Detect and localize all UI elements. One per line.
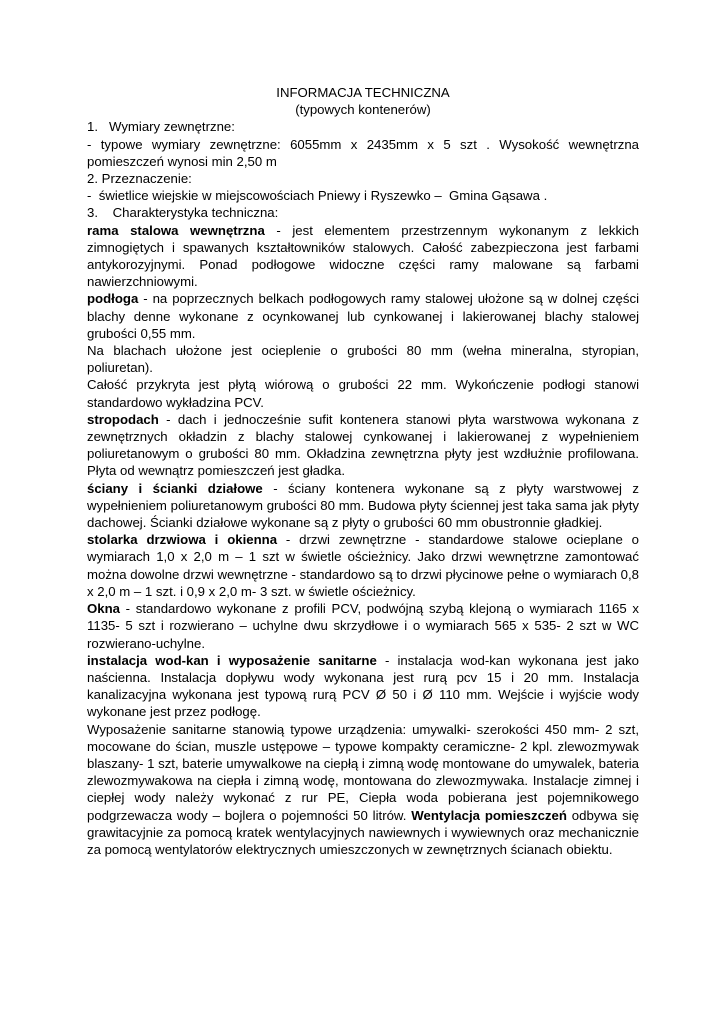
section-1-heading: 1. Wymiary zewnętrzne:: [87, 119, 235, 135]
paragraph-lead: Okna: [87, 601, 120, 617]
paragraph-lead: instalacja wod-kan i wyposażenie sanitarne: [87, 652, 377, 668]
paragraph-podloga: [87, 290, 639, 342]
paragraph-stropodach: [87, 411, 639, 480]
paragraph-text: - ściany kontenera wykonane są z płyty warstwowej z wypełnieniem poliuretanowym grubości 80 mm. Budowa płyty ściennej jest taka sama jak płyty dachowej. Ścianki działowe wykonane są z płyty o grubości 60 mm obustronnie gładkiej.: [87, 480, 639, 531]
document-title: INFORMACJA TECHNICZNA: [276, 85, 450, 100]
section-2-item: - świetlice wiejskie w miejscowościach Pniewy i Ryszewko – Gmina Gąsawa .: [87, 188, 548, 204]
paragraph-text: - jest elementem przestrzennym wykonanym z lekkich zimnogiętych i spawanych kształtowników stalowych. Całość zabezpieczona jest farbami antykorozyjnymi. Ponad podłogowe widoczne części ramy malowane są farbami nawierzchniowymi.: [87, 222, 639, 290]
paragraph-bold-inline: Wentylacja pomieszczeń: [411, 807, 567, 823]
section-1-item: - typowe wymiary zewnętrzne: 6055mm x 2435mm x 5 szt . Wysokość wewnętrzna pomieszczeń wynosi min 2,50 m: [87, 136, 639, 169]
paragraph-ocieplenie: [87, 342, 639, 376]
paragraph-text: Na blachach ułożone jest ocieplenie o grubości 80 mm (wełna mineralna, styropian, poliuretan).: [87, 343, 639, 376]
paragraph-okna: [87, 600, 639, 652]
paragraph-wyposazenie: [87, 721, 639, 859]
paragraph-plyta: [87, 376, 639, 410]
paragraph-text: Wyposażenie sanitarne stanowią typowe urządzenia: umywalki- szerokości 450 mm- 2 szt, mocowane do ścian, muszle ustępowe – typowe kompakty ceramiczne- 2 kpl. zlewozmywak blaszany- 1 szt, baterie umywalkowe na ciepłą i zimną wodę montowane do umywalek, bateria zlewozmywakowa na ciepła i zimną wodę, montowana do zlewozmywaka. Instalacje zimnej i ciepłej wody należy wykonać z rur PE, Ciepła woda pobierana jest pojemnikowego podgrzewacza wody – bojlera o pojemności 50 litrów.: [87, 721, 639, 823]
paragraph-text: - na poprzecznych belkach podłogowych ramy stalowej ułożone są w dolnej części blachy denne wykonane z ocynkowanej lub cynkowanej i lakierowanej blachy stalowej grubości 0,55 mm.: [87, 291, 639, 341]
paragraph-text: - standardowo wykonane z profili PCV, podwójną szybą klejoną o wymiarach 1165 x 1135- 5 szt i rozwierano – uchylne dwu skrzydłowe i o wymiarach 565 x 535- 2 szt w WC rozwierano-uchylne.: [87, 601, 639, 651]
paragraph-sciany: [87, 480, 639, 532]
paragraph-text: odbywa się grawitacyjnie za pomocą kratek wentylacyjnych nawiewnych i wywiewnych oraz mechanicznie za pomocą wentylatorów elektrycznych umieszczonych w zewnętrznych ścianach obiektu.: [87, 807, 639, 857]
paragraph-instalacja: [87, 652, 639, 721]
paragraph-lead: podłoga: [87, 291, 139, 307]
paragraph-stolarka: [87, 531, 639, 600]
paragraph-rama: [87, 222, 639, 291]
paragraph-lead: ściany i ścianki działowe: [87, 480, 263, 496]
document-page: [87, 84, 639, 858]
paragraph-text: Całość przykryta jest płytą wiórową o grubości 22 mm. Wykończenie podłogi stanowi standardowo wykładzina PCV.: [87, 377, 639, 410]
paragraph-lead: stolarka drzwiowa i okienna: [87, 532, 278, 548]
section-3-heading: 3. Charakterystyka techniczna:: [87, 205, 279, 221]
paragraph-text: - instalacja wod-kan wykonana jest jako naścienna. Instalacja dopływu wody wykonana jest rurą pcv 15 i 20 mm. Instalacja kanalizacyjna wykonana jest typową rurą PCV Ø 50 i Ø 110 mm. Wejście i wyjście wody wykonane jest przez podłogę.: [87, 652, 640, 720]
paragraph-text: - drzwi zewnętrzne - standardowe stalowe ocieplane o wymiarach 1,0 x 2,0 m – 1 szt w świetle ościeżnicy. Jako drzwi wewnętrzne zamontować można dowolne drzwi wewnętrzne - standardowo są to drzwi płycinowe pełne o wymiarach 0,8 x 2,0 m – 1 szt. i 0,9 x 2,0 m- 3 szt. w świetle ościeżnicy.: [87, 532, 640, 599]
paragraph-lead: rama stalowa wewnętrzna: [87, 222, 265, 238]
section-2-heading: 2. Przeznaczenie:: [87, 171, 192, 187]
paragraph-text: - dach i jednocześnie sufit kontenera stanowi płyta warstwowa wykonana z zewnętrznych okładzin z blachy stalowej cynkowanej i lakierowanej z wypełnieniem poliuretanowym o grubości 80 mm. Okładzina zewnętrzna płyty jest wzdłużnie profilowana. Płyta od wewnątrz pomieszczeń jest gładka.: [87, 411, 639, 479]
document-subtitle: (typowych kontenerów): [295, 102, 431, 118]
paragraph-lead: stropodach: [87, 411, 159, 427]
